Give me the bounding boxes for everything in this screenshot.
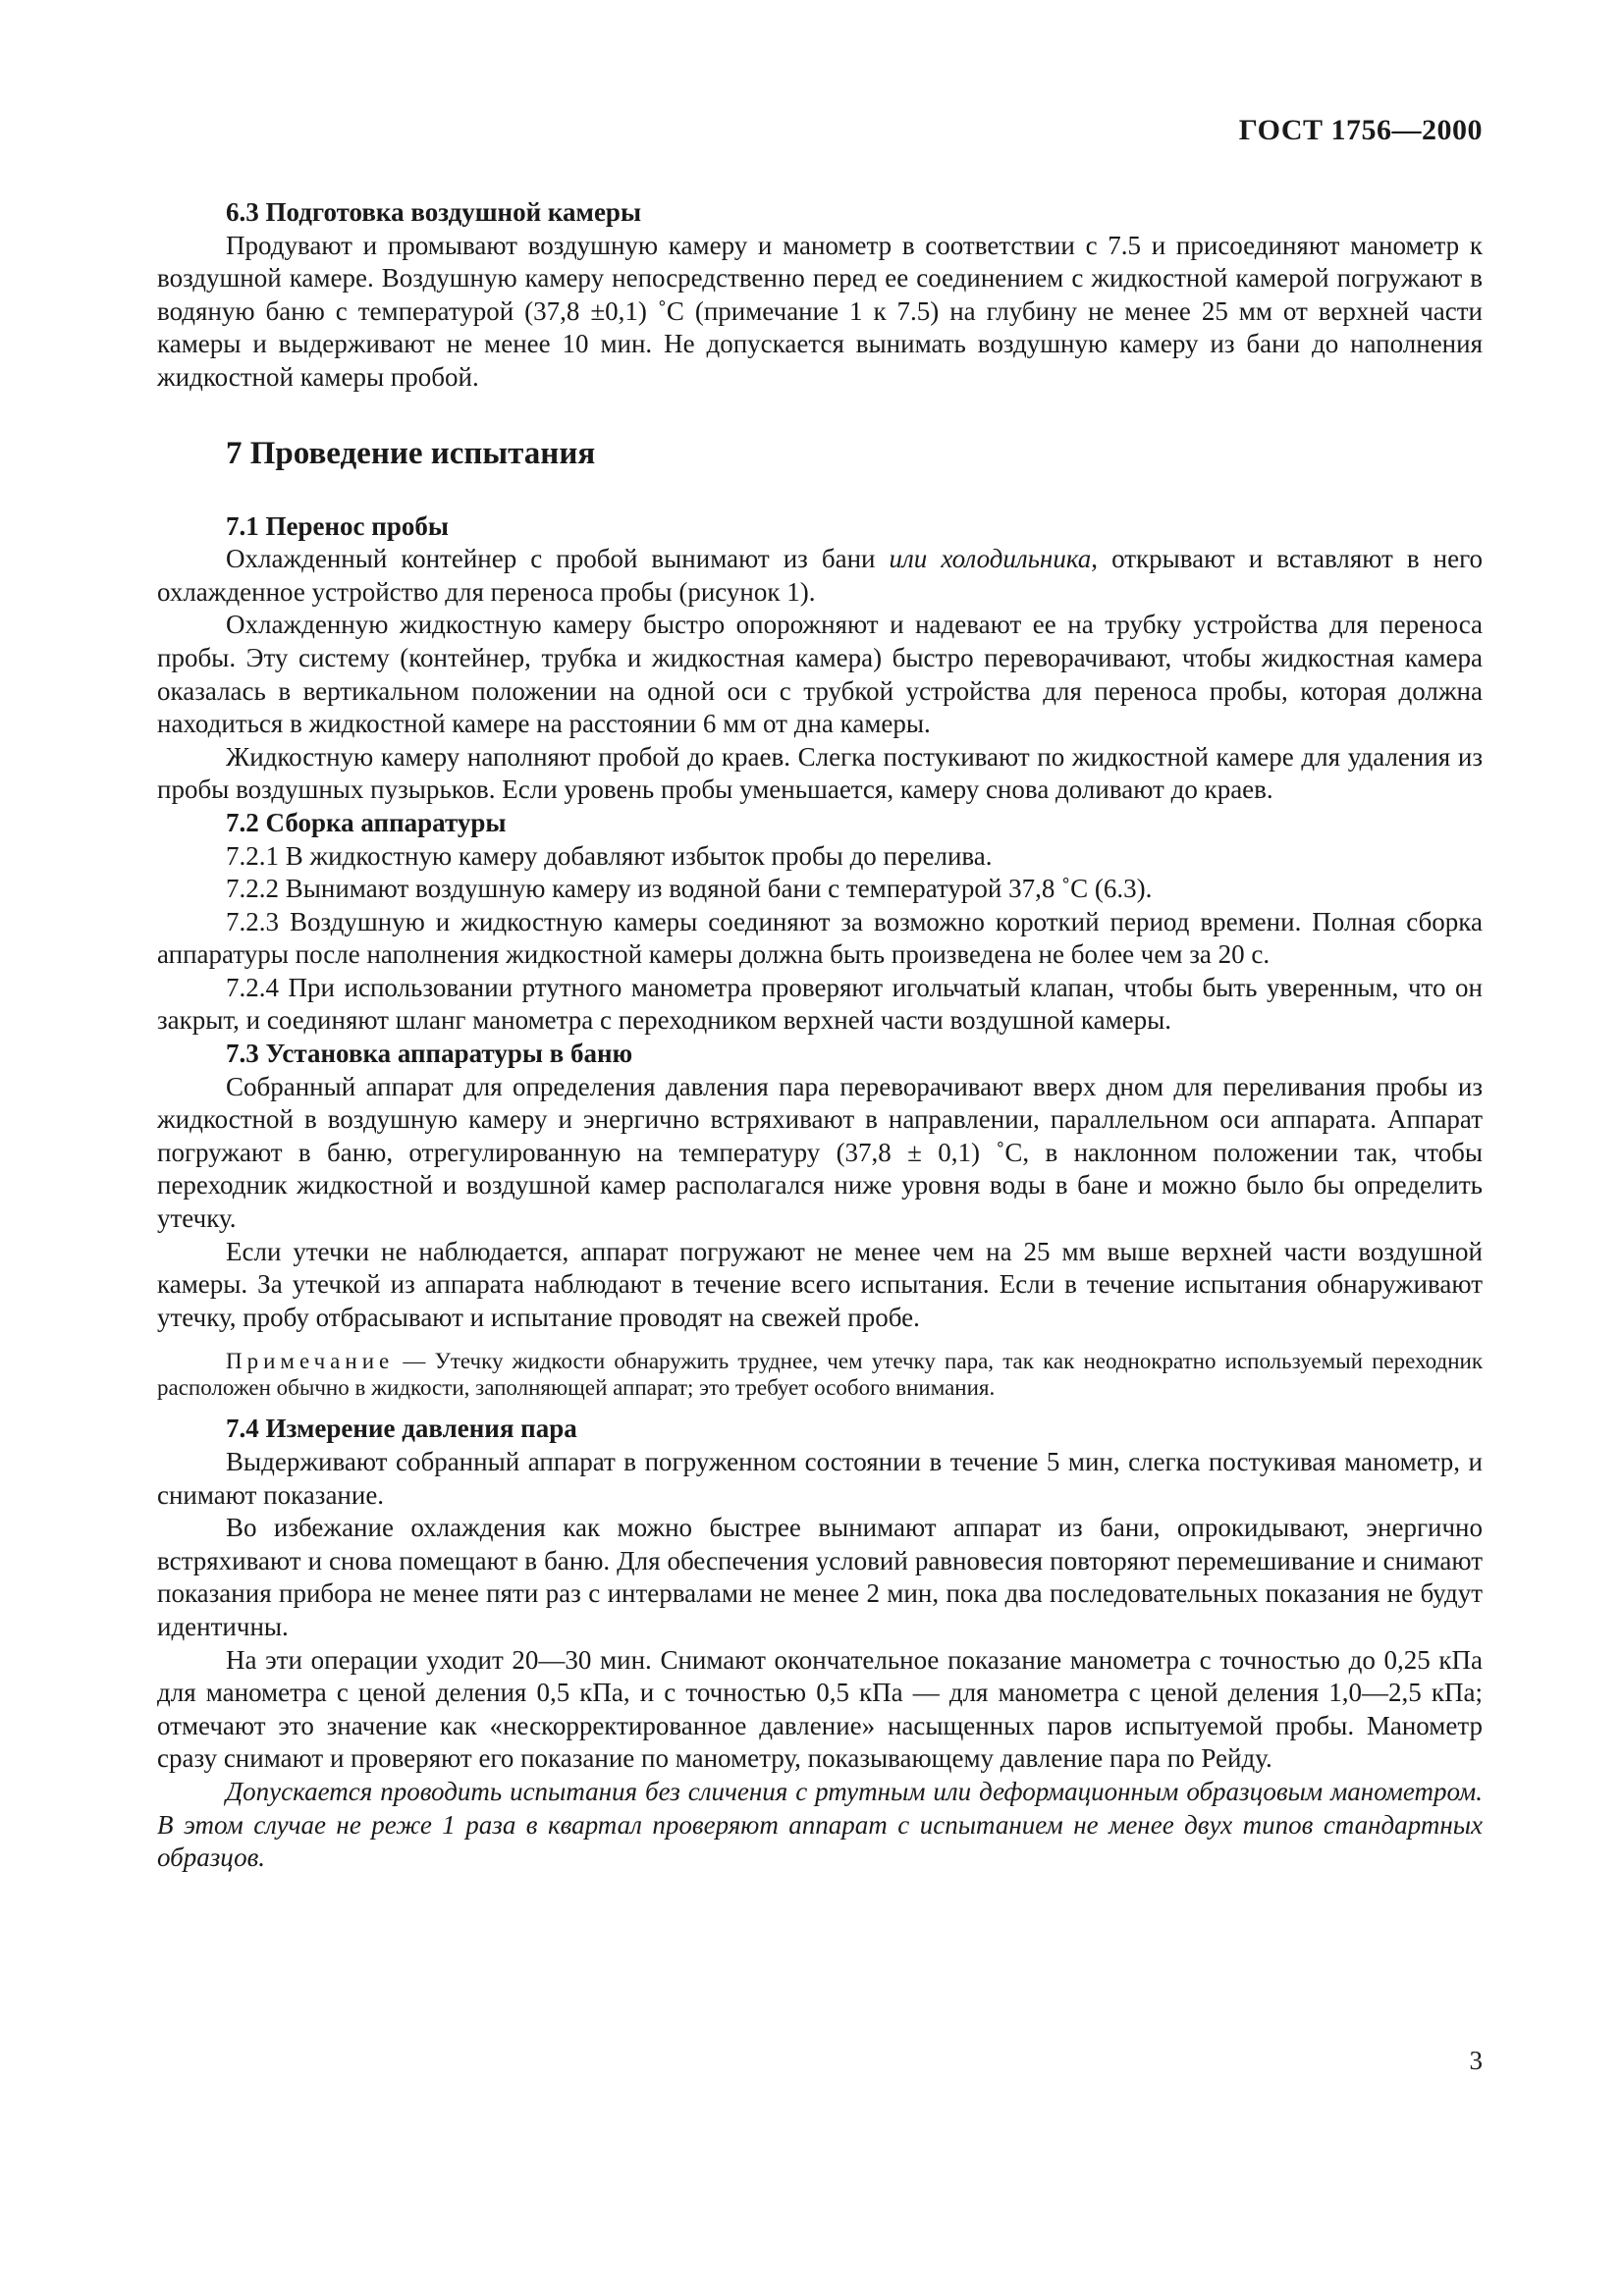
section-7-2-title: 7.2 Сборка аппаратуры <box>226 807 507 837</box>
section-7-3-paragraph-2: Если утечки не наблюдается, аппарат погружают не менее чем на 25 мм выше верхней части воздушной камеры. За утечкой из аппарата наблюдают в течение всего испытания. Если в течение испытания обнаруживают утечку, пробу отбрасывают и испытание проводят на свежей пробе. <box>157 1236 1483 1332</box>
section-6-3-title: 6.3 Подготовка воздушной камеры <box>226 197 642 227</box>
clause-7-2-1: 7.2.1 В жидкостную камеру добавляют избыток пробы до перелива. <box>226 840 993 871</box>
section-7-4-paragraph-1: Выдерживают собранный аппарат в погруженном состоянии в течение 5 мин, слегка постукивая манометр, и снимают показание. <box>157 1447 1483 1510</box>
note-dash: — <box>394 1349 435 1374</box>
section-6-3-paragraph: Продувают и промывают воздушную камеру и манометр в соответствии с 7.5 и присоединяют манометр к воздушной камере. Воздушную камеру непосредственно перед ее соединением с жидкостной камерой погружают в водяную баню с температурой (37,8 ±0,1) ˚С (примечание 1 к 7.5) на глубину не менее 25 мм от верхней части камеры и выдерживают не менее 10 мин. Не допускается вынимать воздушную камеру из бани до наполнения жидкостной камеры пробой. <box>157 230 1483 392</box>
document-body <box>157 196 1483 1875</box>
note-text: Утечку жидкости обнаружить труднее, чем утечку пара, так как неоднократно используемый переходник расположен обычно в жидкости, заполняющей аппарат; это требует особого внимания. <box>157 1349 1483 1401</box>
section-7-1-paragraph-3: Жидкостную камеру наполняют пробой до краев. Слегка постукивают по жидкостной камере для удаления из пробы воздушных пузырьков. Если уровень пробы уменьшается, камеру снова доливают до краев. <box>157 741 1483 805</box>
section-7-1-paragraph-1 <box>157 543 1483 609</box>
section-7-1-paragraph-2: Охлажденную жидкостную камеру быстро опорожняют и надевают ее на трубку устройства для переноса пробы. Эту систему (контейнер, трубка и жидкостная камера) быстро переворачивают, чтобы жидкостная камера оказалась в вертикальном положении на одной оси с трубкой устройства для переноса пробы, которая должна находиться в жидкостной камере на расстоянии 6 мм от дна камеры. <box>157 610 1483 739</box>
italic-text: или холодильника <box>889 544 1092 574</box>
section-7-4-paragraph-4: Допускается проводить испытания без сличения с ртутным или деформационным образцовым манометром. В этом случае не реже 1 раза в квартал проверяют аппарат с испытанием не менее двух типов стандартных образцов. <box>157 1776 1483 1873</box>
section-7-4-paragraph-2: Во избежание охлаждения как можно быстрее вынимают аппарат из бани, опрокидывают, энергично встряхивают и снова помещают в баню. Для обеспечения условий равновесия повторяют перемешивание и снимают показания прибора не менее пяти раз с интервалами не менее 2 мин, пока два последовательных показания не будут идентичны. <box>157 1513 1483 1641</box>
section-7-3-paragraph-1: Собранный аппарат для определения давления пара переворачивают вверх дном для переливания пробы из жидкостной в воздушную камеру и энергично встряхивают в направлении, параллельном оси аппарата. Аппарат погружают в баню, отрегулированную на температуру (37,8 ± 0,1) ˚С, в наклонном положении так, чтобы переходник жидкостной и воздушной камер располагался ниже уровня воды в бане и можно было бы определить утечку. <box>157 1071 1483 1234</box>
section-7-heading: 7 Проведение испытания <box>226 435 596 471</box>
clause-7-2-3: 7.2.3 Воздушную и жидкостную камеры соединяют за возможно короткий период времени. Полная сборка аппаратуры после наполнения жидкостной камеры должна быть произведена не более чем за 20 с. <box>157 906 1483 970</box>
clause-7-2-4: 7.2.4 При использовании ртутного манометра проверяют игольчатый клапан, чтобы быть уверенным, что он закрыт, и соединяют шланг манометра с переходником верхней части воздушной камеры. <box>157 972 1483 1036</box>
section-7-4-title: 7.4 Измерение давления пара <box>226 1414 577 1444</box>
clause-7-2-2: 7.2.2 Вынимают воздушную камеру из водяной бани с температурой 37,8 ˚С (6.3). <box>226 874 1153 904</box>
section-7-1-title: 7.1 Перенос пробы <box>226 510 449 541</box>
page-number: 3 <box>1469 2046 1483 2075</box>
section-7-3-title: 7.3 Установка аппаратуры в баню <box>226 1039 633 1069</box>
note <box>157 1348 1483 1401</box>
section-7-4-paragraph-3: На эти операции уходит 20—30 мин. Снимают окончательное показание манометра с точностью до 0,25 кПа для манометра с ценой деления 0,5 кПа, и с точностью 0,5 кПа — для манометра с ценой деления 1,0—2,5 кПа; отмечают это значение как «нескорректированное давление» насыщенных паров испытуемой пробы. Манометр сразу снимают и проверяют его показание по манометру, показывающему давление пара по Рейду. <box>157 1644 1483 1774</box>
note-label: Примечание <box>226 1349 395 1374</box>
document-code: ГОСТ 1756—2000 <box>1238 114 1483 146</box>
paragraph-text: Охлажденный контейнер с пробой вынимают из бани <box>226 544 890 574</box>
paragraph-text: , открывают и вставляют в него охлажденное устройство для переноса пробы (рисунок 1). <box>157 544 1484 607</box>
